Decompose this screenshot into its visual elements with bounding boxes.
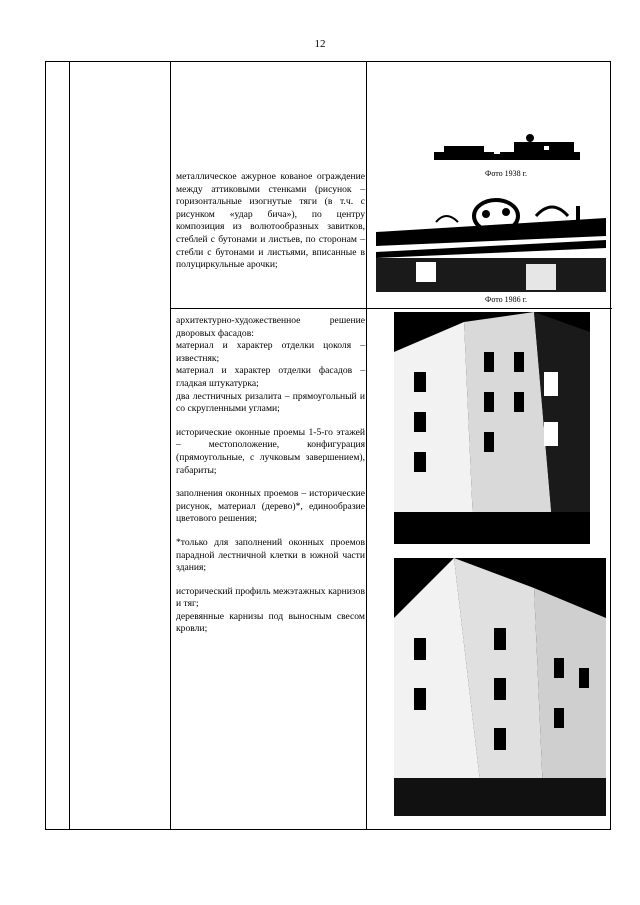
footnote: *только для заполнений оконных проемов парадной лестничной клетки в южной части здания; [176, 536, 365, 574]
row-divider [170, 308, 612, 309]
photo-1986 [376, 196, 606, 292]
facade-heading: архитектурно-художественное решение дворовых фасадов: [176, 315, 365, 339]
facade-description [176, 315, 365, 636]
ornament-paragraph: металлическое ажурное кованое ограждение между аттиковыми стенками (рисунок – горизонтальные изогнутые тяги (в т.ч. с рисунком «удар бича»), по центру композиция из волютообразных завитков, стеблей с бутонами и листьев, по сторонам – стебли с бутонами и листьями, вписанные в полуциркульные арочки; [176, 171, 365, 271]
facade-finish: материал и характер отделки фасадов – гладкая штукатурка; [176, 365, 365, 389]
column-divider-3 [366, 62, 367, 829]
stair-risalits: два лестничных ризалита – прямоугольный и со скругленными углами; [176, 390, 365, 415]
photo-courtyard-1 [394, 312, 590, 544]
ornament-description [176, 171, 365, 272]
cornice-profile: исторический профиль межэтажных карнизов и тяг; [176, 585, 365, 610]
table-frame [45, 61, 611, 830]
photo-1938 [434, 132, 580, 166]
caption-1986: Фото 1986 г. [485, 295, 527, 304]
page-number: 12 [314, 38, 326, 50]
window-fillings: заполнения оконных проемов – исторические рисунок, материал (дерево)*, единообразие цветового решения; [176, 488, 365, 525]
caption-1938: Фото 1938 г. [485, 169, 527, 178]
column-divider-2 [170, 62, 171, 829]
column-divider-1 [69, 62, 70, 829]
photo-courtyard-2 [394, 558, 606, 816]
wooden-cornices: деревянные карнизы под выносным свесом кровли; [176, 610, 365, 635]
window-openings: исторические оконные проемы 1-5-го этажей – местоположение, конфигурация (прямоугольные, с лучковым завершением), габариты; [176, 426, 365, 476]
plinth-finish: материал и характер отделки цоколя – известняк; [176, 340, 365, 364]
